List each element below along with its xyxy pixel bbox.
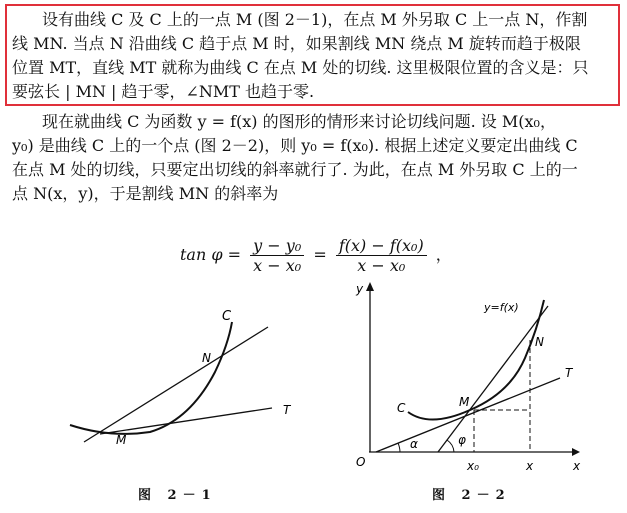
formula-frac2-denominator: x − x₀ bbox=[357, 256, 406, 275]
fig2-x-axis-arrow-icon bbox=[572, 448, 580, 456]
para2-line3: 在点 M 处的切线，只要定出切线的斜率就行了. 为此，在点 M 外另取 C 上的一 bbox=[12, 160, 578, 179]
fig2-phi-arc bbox=[447, 440, 454, 452]
formula-tail: ， bbox=[435, 245, 452, 264]
fig2-label-phi: φ bbox=[458, 433, 466, 447]
para2-line1: 现在就曲线 C 为函数 y = f(x) 的图形的情形来讨论切线问题. 设 M(x₀， bbox=[42, 112, 556, 131]
fig2-tangent-line bbox=[376, 378, 560, 452]
fig2-y-axis-arrow-icon bbox=[366, 282, 374, 291]
fig2-label-x-axis: x bbox=[573, 459, 581, 473]
fig2-label-y-axis: y bbox=[356, 282, 364, 296]
fig2-label-alpha: α bbox=[410, 437, 418, 451]
fig2-label-C: C bbox=[397, 401, 406, 415]
fig1-caption: 图 2－1 bbox=[138, 488, 217, 503]
para1-line2: 线 MN. 当点 N 沿曲线 C 趋于点 M 时，如果割线 MN 绕点 M 旋转而趋于极限 bbox=[12, 34, 581, 53]
fig2-label-N: N bbox=[535, 335, 544, 349]
fig2-label-O: O bbox=[356, 455, 366, 469]
para1-line1: 设有曲线 C 及 C 上的一点 M (图 2－1)，在点 M 外另取 C 上一点 N，作割 bbox=[42, 10, 588, 29]
fig2-secant-line bbox=[438, 306, 548, 452]
fig2-label-x: x bbox=[526, 459, 534, 473]
fig1-label-M: M bbox=[116, 433, 127, 447]
fig1-label-N: N bbox=[202, 351, 211, 365]
fig1-label-C: C bbox=[222, 309, 232, 324]
para2-line2: y₀) 是曲线 C 上的一个点 (图 2－2)，则 y₀ = f(x₀). 根据上述定义要定出曲线 C bbox=[12, 136, 578, 155]
fig2-label-T: T bbox=[565, 366, 573, 380]
para2-line4: 点 N(x，y)，于是割线 MN 的斜率为 bbox=[12, 184, 279, 203]
fig2-label-x0: x₀ bbox=[467, 459, 479, 473]
fig2-caption: 图 2－2 bbox=[432, 488, 511, 503]
formula-frac1-denominator: x − x₀ bbox=[253, 256, 302, 275]
formula-equals: = bbox=[313, 245, 327, 264]
formula-lhs: tan φ = bbox=[180, 245, 242, 264]
para1-line3: 位置 MT，直线 MT 就称为曲线 C 在点 M 处的切线. 这里极限位置的含义是：只 bbox=[12, 58, 589, 77]
fig1-label-T: T bbox=[283, 403, 291, 417]
fig2-alpha-arc bbox=[398, 443, 400, 452]
formula-frac2-numerator: f(x) − f(x₀) bbox=[336, 236, 427, 256]
formula-frac1-numerator: y − y₀ bbox=[250, 236, 304, 256]
para1-line4: 要弦长 | MN | 趋于零，∠NMT 也趋于零. bbox=[12, 82, 315, 101]
fig2-label-M: M bbox=[459, 395, 470, 409]
fig2-label-curve: y=f(x) bbox=[484, 301, 519, 314]
